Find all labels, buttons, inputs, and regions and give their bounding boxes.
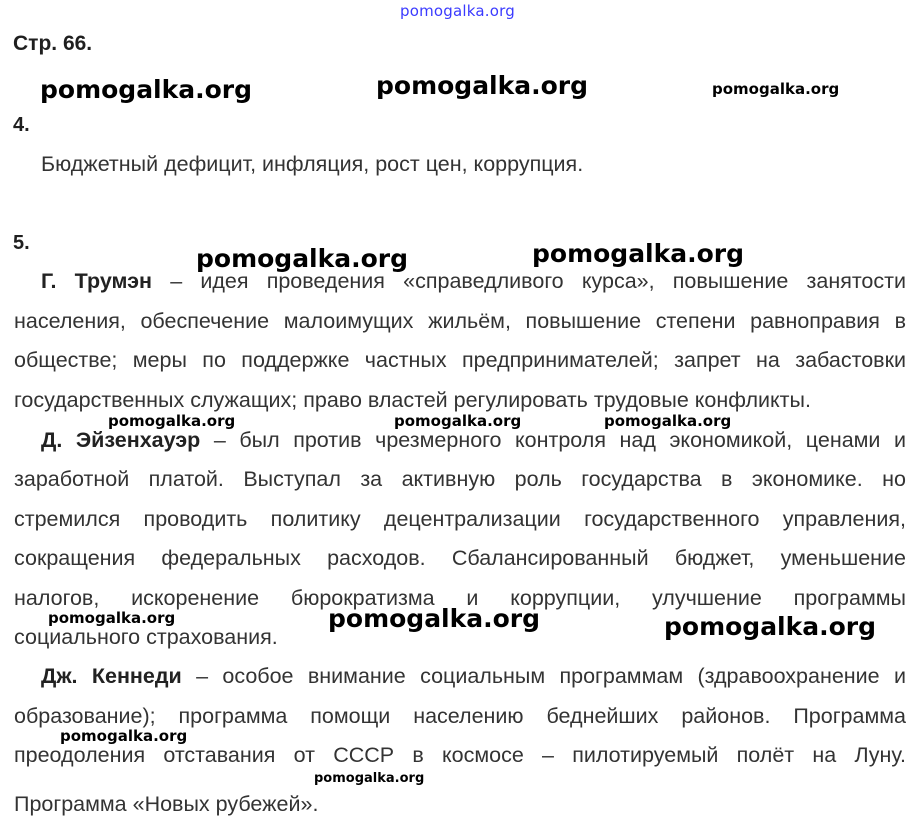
truman-line-1 (41, 268, 906, 294)
page-title: Стр. 66. (13, 32, 93, 55)
kennedy-text: – особое внимание социальным программам (здравоохранение и (181, 664, 906, 688)
watermark: pomogalka.org (532, 239, 745, 268)
truman-line-4: государственных служащих; право властей регулировать трудовые конфликты. (14, 388, 811, 412)
watermark: pomogalka.org (712, 80, 840, 98)
top-watermark: pomogalka.org (400, 2, 515, 20)
watermark: pomogalka.org (376, 71, 589, 100)
kennedy-line-1 (41, 663, 906, 689)
watermark: pomogalka.org (48, 609, 176, 627)
kennedy-line-3: преодоления отставания от СССР в космосе – пилотируемый полёт на Луну. (14, 743, 906, 767)
watermark: pomogalka.org (196, 244, 409, 273)
eisenhower-name: Д. Эйзенхауэр (41, 428, 201, 452)
truman-name: Г. Трумэн (41, 269, 152, 293)
kennedy-line-2: образование); программа помощи населению беднейших районов. Программа (14, 704, 906, 728)
kennedy-line-4: Программа «Новых рубежей». (14, 792, 319, 816)
watermark: pomogalka.org (60, 727, 188, 745)
eisenhower-line-3: стремился проводить политику децентрализации государственного управления, (14, 507, 906, 531)
watermark: pomogalka.org (604, 412, 732, 430)
truman-line-2: населения, обеспечение малоимущих жильём, повышение степени равноправия в (14, 309, 906, 333)
question-4-answer: Бюджетный дефицит, инфляция, рост цен, коррупция. (41, 152, 584, 176)
eisenhower-line-2: заработной платой. Выступал за активную роль государства в экономике. но (14, 467, 906, 491)
eisenhower-line-1 (41, 427, 906, 453)
truman-text: – идея проведения «справедливого курса», повышение занятости (152, 269, 907, 293)
eisenhower-line-5: налогов, искоренение бюрократизма и коррупции, улучшение программы (14, 586, 906, 610)
watermark: pomogalka.org (328, 604, 541, 633)
eisenhower-line-6: социального страхования. (14, 625, 278, 649)
watermark: pomogalka.org (314, 771, 425, 786)
watermark: pomogalka.org (40, 75, 253, 104)
question-4-number: 4. (13, 114, 30, 136)
kennedy-name: Дж. Кеннеди (41, 664, 182, 688)
question-5-number: 5. (13, 232, 30, 254)
watermark: pomogalka.org (394, 412, 522, 430)
watermark: pomogalka.org (108, 412, 236, 430)
eisenhower-text: – был против чрезмерного контроля над экономикой, ценами и (200, 428, 906, 452)
watermark: pomogalka.org (664, 612, 877, 641)
truman-line-3: обществе; меры по поддержке частных предпринимателей; запрет на забастовки (14, 348, 906, 372)
eisenhower-line-4: сокращения федеральных расходов. Сбалансированный бюджет, уменьшение (14, 546, 906, 570)
